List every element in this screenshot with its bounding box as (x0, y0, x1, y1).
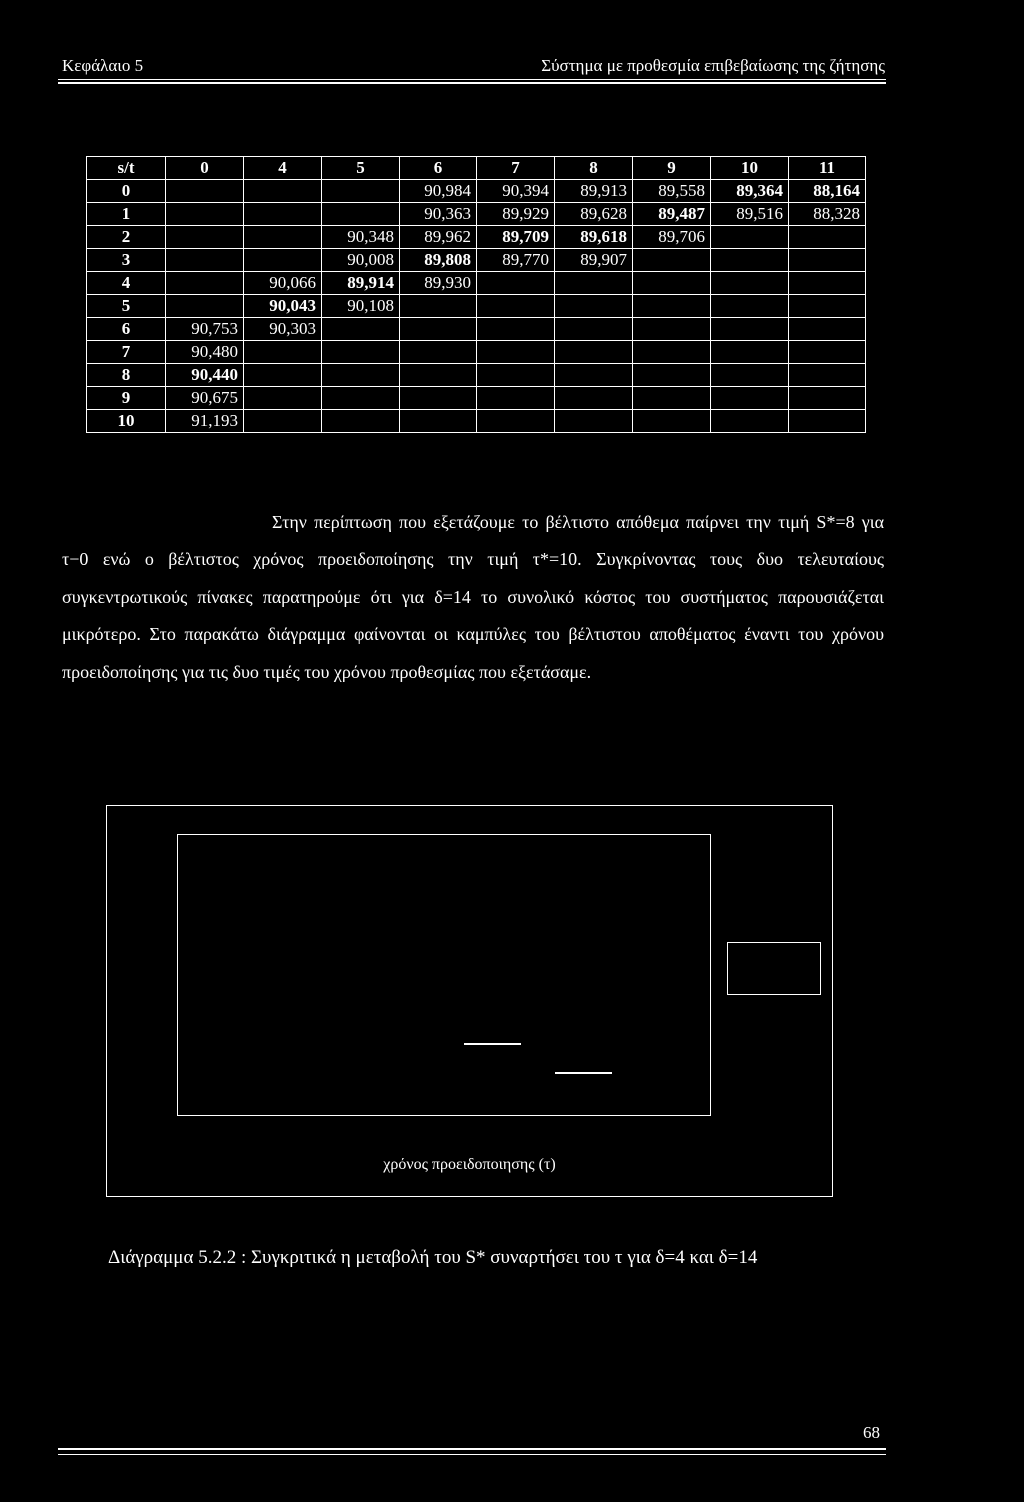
plot-area (177, 834, 711, 1116)
column-header: 11 (789, 157, 866, 180)
table-row (87, 410, 866, 433)
table-cell (711, 318, 789, 341)
x-axis-label: χρόνος προειδοποιησης (τ) (383, 1156, 556, 1173)
table-cell (633, 318, 711, 341)
table-cell (633, 295, 711, 318)
table-cell: 89,770 (477, 249, 555, 272)
column-header: 9 (633, 157, 711, 180)
table-cell (244, 249, 322, 272)
table-cell: 90,066 (244, 272, 322, 295)
table-cell (789, 387, 866, 410)
table-cell: 90,753 (166, 318, 244, 341)
table-cell (322, 180, 400, 203)
column-header: s/t (87, 157, 166, 180)
table-cell: 90,008 (322, 249, 400, 272)
table-cell: 90,394 (477, 180, 555, 203)
table-cell (789, 410, 866, 433)
table-cell (166, 295, 244, 318)
section-title: Σύστημα με προθεσμία επιβεβαίωσης της ζήτησης (541, 56, 885, 75)
table-cell (555, 410, 633, 433)
chapter-label: Κεφάλαιο 5 (62, 56, 144, 75)
table-cell (400, 295, 477, 318)
row-header: 2 (87, 226, 166, 249)
table-cell (166, 272, 244, 295)
table-row (87, 249, 866, 272)
table-cell: 90,108 (322, 295, 400, 318)
figure-caption: Διάγραμμα 5.2.2 : Συγκριτικά η μεταβολή του S* συναρτήσει του τ για δ=4 και δ=14 (108, 1247, 758, 1268)
table-cell: 89,808 (400, 249, 477, 272)
table-cell (789, 272, 866, 295)
footer-rule (58, 1448, 886, 1450)
table-cell (789, 318, 866, 341)
table-cell (322, 410, 400, 433)
table-cell (166, 226, 244, 249)
table-cell (789, 364, 866, 387)
table-cell (711, 249, 789, 272)
table-cell: 89,516 (711, 203, 789, 226)
table-cell: 89,914 (322, 272, 400, 295)
table-row (87, 272, 866, 295)
table-cell (711, 226, 789, 249)
table-cell: 90,303 (244, 318, 322, 341)
table-cell (244, 203, 322, 226)
row-header: 3 (87, 249, 166, 272)
table-row (87, 180, 866, 203)
table-cell (789, 295, 866, 318)
table-cell (477, 318, 555, 341)
table-cell (477, 272, 555, 295)
table-header-row (87, 157, 866, 180)
row-header: 6 (87, 318, 166, 341)
column-header: 7 (477, 157, 555, 180)
curve-segment-2 (555, 1072, 612, 1074)
table-cell (633, 249, 711, 272)
table-cell (711, 364, 789, 387)
table-cell (400, 318, 477, 341)
table-cell (322, 364, 400, 387)
table-cell (477, 410, 555, 433)
table-cell (555, 341, 633, 364)
legend-box (727, 942, 821, 995)
row-header: 8 (87, 364, 166, 387)
table-cell (244, 410, 322, 433)
table-cell (322, 318, 400, 341)
row-header: 5 (87, 295, 166, 318)
table-cell (400, 387, 477, 410)
row-header: 1 (87, 203, 166, 226)
row-header: 0 (87, 180, 166, 203)
column-header: 8 (555, 157, 633, 180)
table-cell (789, 341, 866, 364)
table-cell: 89,618 (555, 226, 633, 249)
table-cell (244, 387, 322, 410)
table-cell (711, 272, 789, 295)
table-cell: 89,907 (555, 249, 633, 272)
table-cell (711, 341, 789, 364)
column-header: 5 (322, 157, 400, 180)
table-cell: 90,043 (244, 295, 322, 318)
table-cell (633, 272, 711, 295)
table-row (87, 318, 866, 341)
table-cell: 89,628 (555, 203, 633, 226)
table-cell (711, 410, 789, 433)
table-cell: 89,929 (477, 203, 555, 226)
table-cell (166, 203, 244, 226)
table-cell (477, 295, 555, 318)
table-cell (789, 226, 866, 249)
table-cell: 89,709 (477, 226, 555, 249)
table-cell (322, 387, 400, 410)
table-cell (711, 295, 789, 318)
table-cell (555, 272, 633, 295)
table-row (87, 295, 866, 318)
table-row (87, 387, 866, 410)
table-cell (244, 341, 322, 364)
table-cell: 90,363 (400, 203, 477, 226)
table-cell: 89,487 (633, 203, 711, 226)
table-cell: 89,962 (400, 226, 477, 249)
table-cell: 90,480 (166, 341, 244, 364)
column-header: 4 (244, 157, 322, 180)
table-cell (555, 364, 633, 387)
chart-frame (106, 805, 833, 1197)
column-header: 10 (711, 157, 789, 180)
row-header: 4 (87, 272, 166, 295)
page-number: 68 (863, 1423, 880, 1442)
column-header: 0 (166, 157, 244, 180)
header-rule-double (58, 82, 886, 84)
table-cell: 89,558 (633, 180, 711, 203)
table-cell (633, 364, 711, 387)
table-cell: 90,675 (166, 387, 244, 410)
table-cell: 90,440 (166, 364, 244, 387)
table-cell (244, 364, 322, 387)
row-header: 10 (87, 410, 166, 433)
table-row (87, 364, 866, 387)
curve-segment-1 (464, 1043, 521, 1045)
table-cell: 88,328 (789, 203, 866, 226)
table-cell (477, 364, 555, 387)
column-header: 6 (400, 157, 477, 180)
table-cell (166, 180, 244, 203)
table-cell (244, 180, 322, 203)
row-header: 7 (87, 341, 166, 364)
table-cell (789, 249, 866, 272)
table-cell (322, 203, 400, 226)
table-cell (711, 387, 789, 410)
table-cell: 89,364 (711, 180, 789, 203)
table-cell: 90,984 (400, 180, 477, 203)
table-cell (166, 249, 244, 272)
table-cell (555, 387, 633, 410)
table-row (87, 203, 866, 226)
table-cell: 90,348 (322, 226, 400, 249)
table-row (87, 341, 866, 364)
table-cell (555, 295, 633, 318)
table-cell (244, 226, 322, 249)
table-cell: 89,913 (555, 180, 633, 203)
table-cell: 91,193 (166, 410, 244, 433)
table-cell (400, 410, 477, 433)
table-cell (322, 341, 400, 364)
table-cell (633, 341, 711, 364)
cost-table (86, 156, 866, 433)
table-cell: 89,706 (633, 226, 711, 249)
table-cell (555, 318, 633, 341)
table-cell (400, 341, 477, 364)
row-header: 9 (87, 387, 166, 410)
table-cell (400, 364, 477, 387)
table-cell: 89,930 (400, 272, 477, 295)
table-cell (477, 341, 555, 364)
table-row (87, 226, 866, 249)
table-cell (633, 387, 711, 410)
header-rule (58, 79, 886, 80)
body-paragraph: Στην περίπτωση που εξετάζουμε το βέλτιστο απόθεμα παίρνει την τιμή S*=8 για τ−0 ενώ ο βέλτιστος χρόνος προειδοποίησης την τιμή τ*=10. Συγκρίνοντας τους δυο τελευταίους συγκεντρωτικούς πίνακες παρατηρούμε ότι για δ=14 το συνολικό κόστος του συστήματος παρουσιάζεται μικρότερο. Στο παρακάτω διάγραμμα φαίνονται οι καμπύλες του βέλτιστου αποθέματος έναντι του χρόνου προειδοποίησης για τις δυο τιμές του χρόνου προθεσμίας που εξετάσαμε. (62, 512, 884, 682)
table-cell (477, 387, 555, 410)
body-paragraph-container (62, 504, 884, 691)
table-cell: 88,164 (789, 180, 866, 203)
table-cell (633, 410, 711, 433)
footer-rule-thin (58, 1454, 886, 1455)
